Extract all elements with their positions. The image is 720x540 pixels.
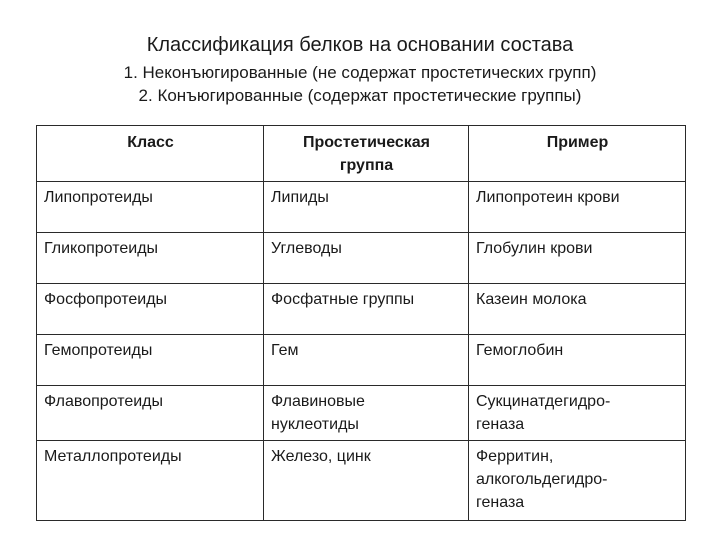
cell-prosthetic-group: Углеводы <box>264 233 469 284</box>
cell-class: Гемопротеиды <box>37 335 264 386</box>
table-row <box>37 182 686 233</box>
cell-example: Глобулин крови <box>469 233 686 284</box>
table-row <box>37 233 686 284</box>
cell-prosthetic-group: Железо, цинк <box>264 441 469 521</box>
cell-example: Липопротеин крови <box>469 182 686 233</box>
cell-class: Липопротеиды <box>37 182 264 233</box>
cell-prosthetic-group: Флавиновые нуклеотиды <box>264 386 469 441</box>
table-row <box>37 386 686 441</box>
cell-class: Гликопротеиды <box>37 233 264 284</box>
cell-example: Гемоглобин <box>469 335 686 386</box>
cell-example: Ферритин, алкогольдегидро- геназа <box>469 441 686 521</box>
table-header-row <box>37 126 686 182</box>
cell-class: Флавопротеиды <box>37 386 264 441</box>
cell-prosthetic-group: Гем <box>264 335 469 386</box>
table-row <box>37 441 686 521</box>
header-class: Класс <box>37 126 264 182</box>
header-prosthetic-group: Простетическая группа <box>264 126 469 182</box>
table-row <box>37 335 686 386</box>
subtitle-line-2: 2. Конъюгированные (содержат простетические группы) <box>138 86 582 105</box>
page-title: Классификация белков на основании состава <box>146 34 574 56</box>
cell-prosthetic-group: Фосфатные группы <box>264 284 469 335</box>
cell-class: Металлопротеиды <box>37 441 264 521</box>
table-row <box>37 284 686 335</box>
cell-prosthetic-group: Липиды <box>264 182 469 233</box>
cell-example: Сукцинатдегидро- геназа <box>469 386 686 441</box>
cell-class: Фосфопротеиды <box>37 284 264 335</box>
cell-example: Казеин молока <box>469 284 686 335</box>
protein-classification-table <box>36 125 686 521</box>
header-example: Пример <box>469 126 686 182</box>
subtitle-line-1: 1. Неконъюгированные (не содержат простетических групп) <box>123 63 597 82</box>
